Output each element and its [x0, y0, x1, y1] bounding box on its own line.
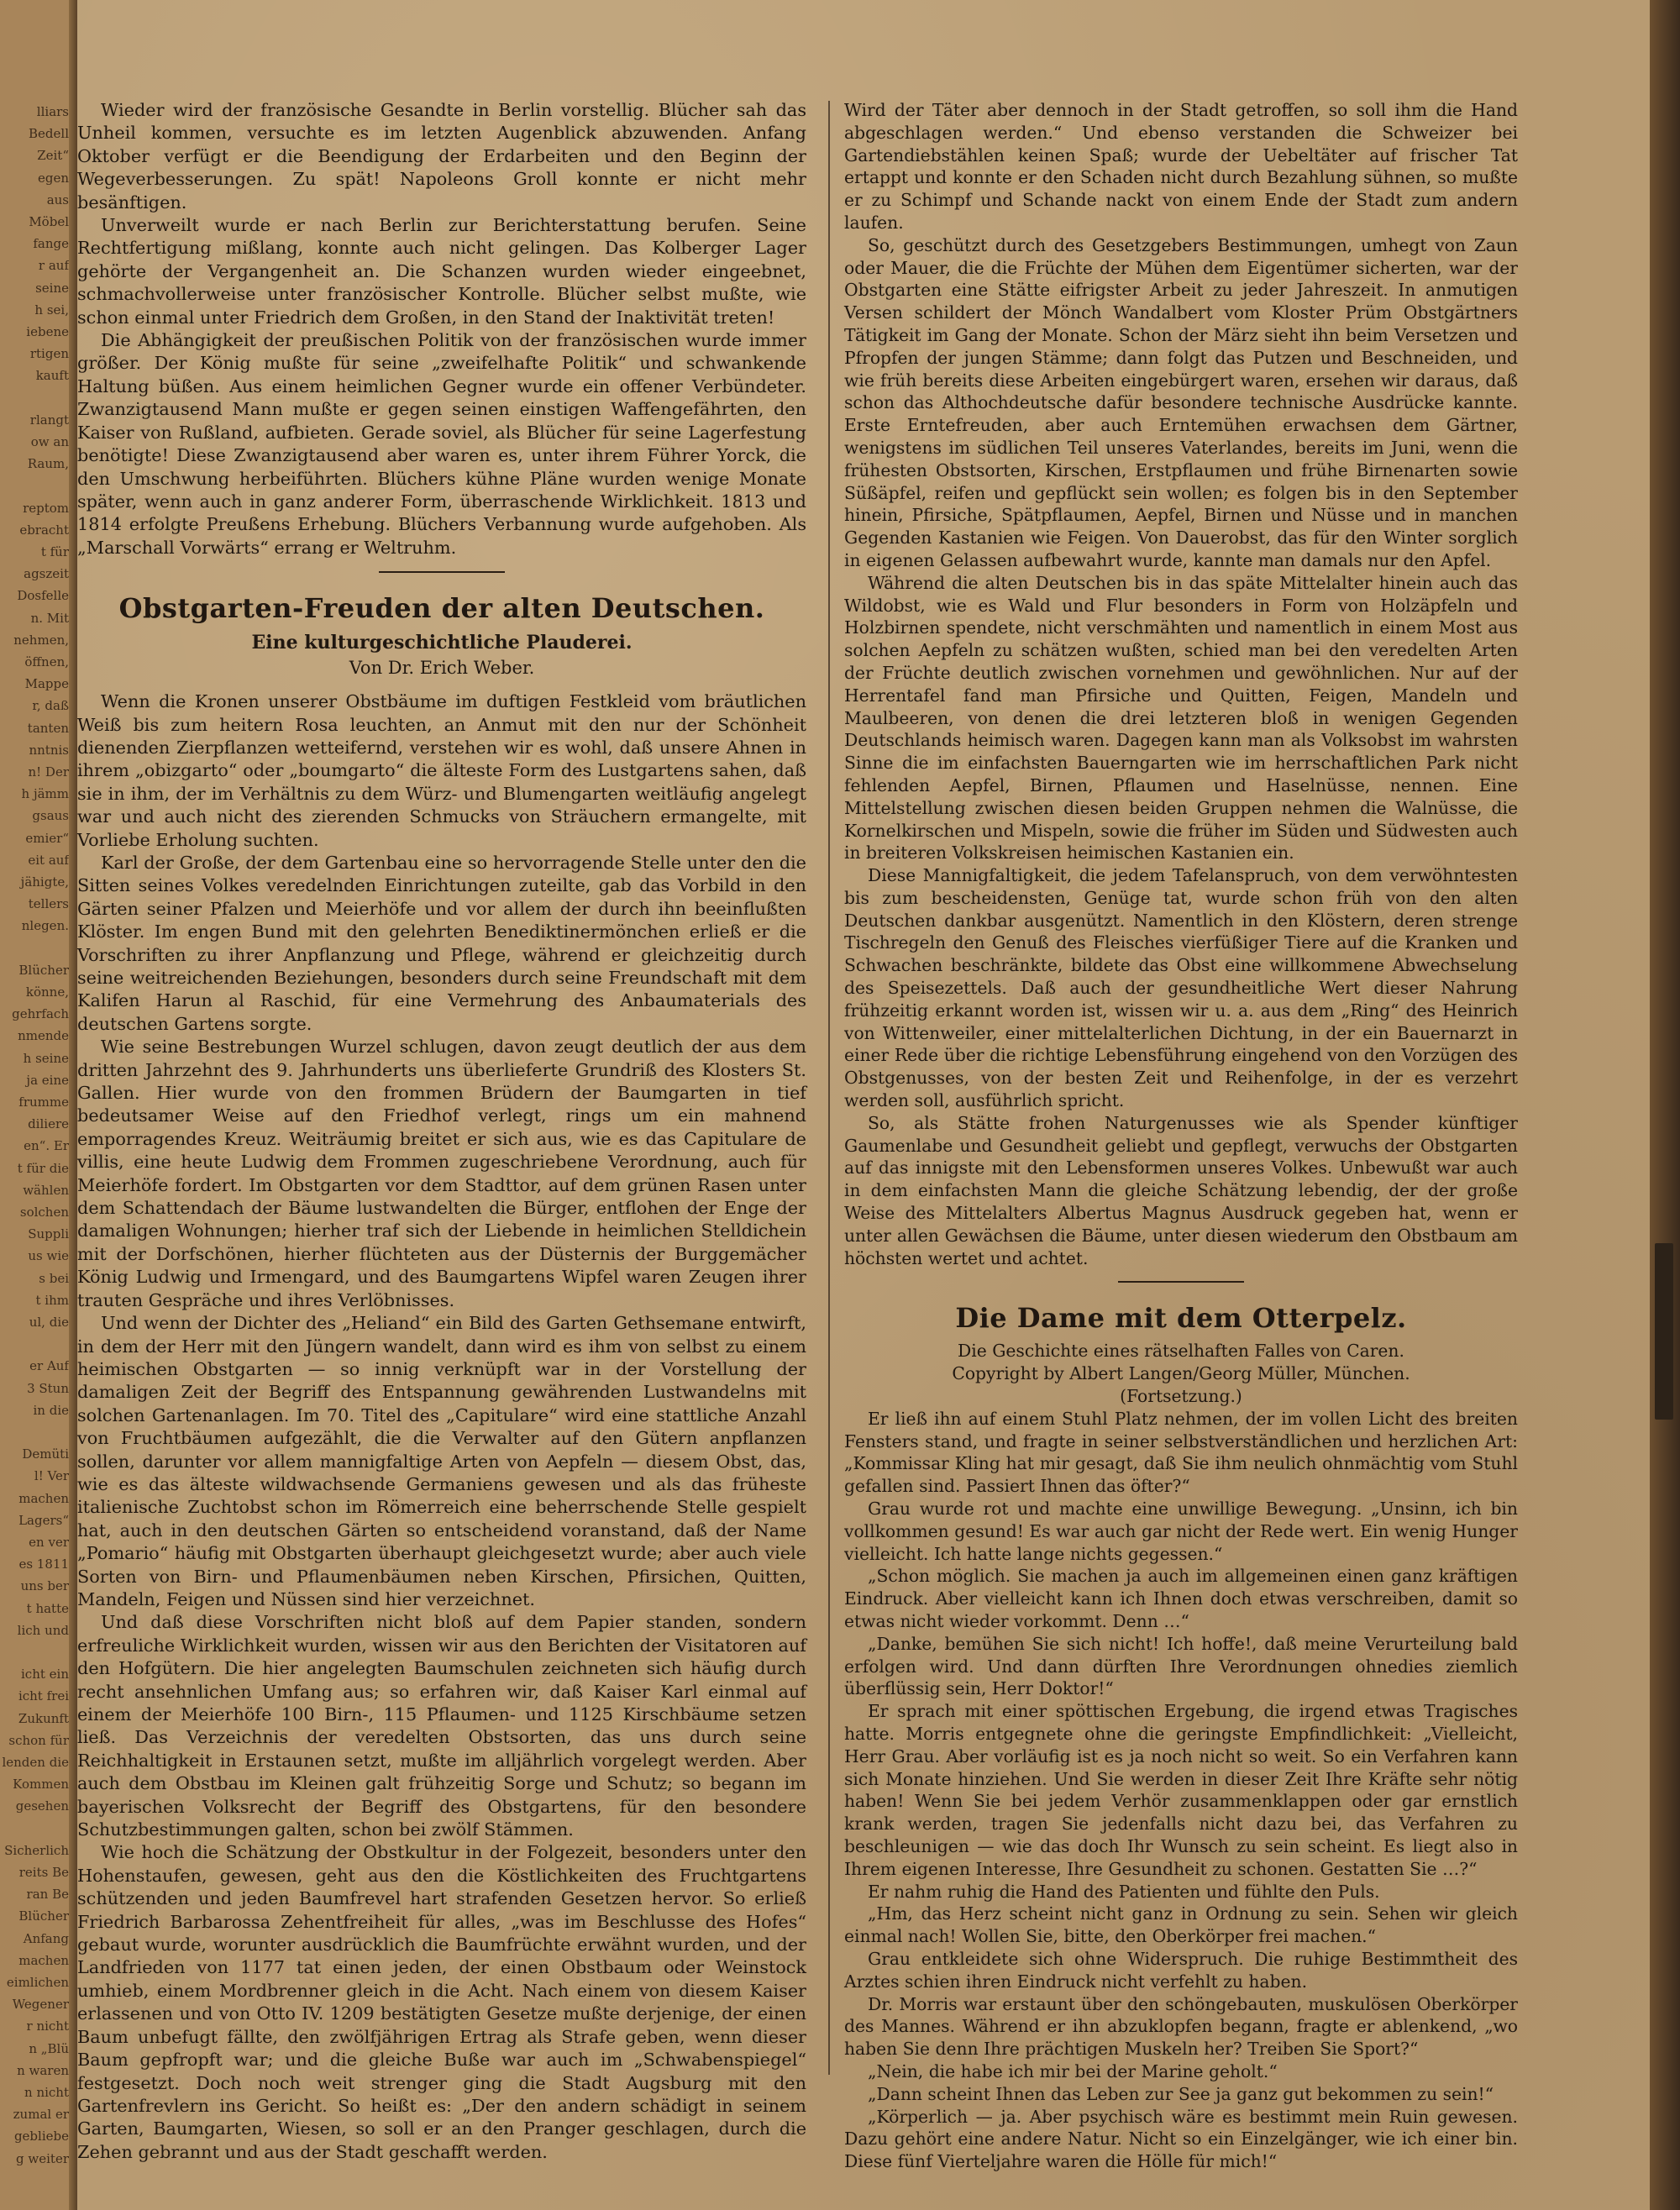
paragraph: Die Abhängigkeit der preußischen Politik von der französischen wurde immer größer. Der König mußte für seine „zweifelhafte Politik“ und schwankende Haltung büßen. Aus einem heimlichen Gegner wurde ein offener Verbündeter. Zwanzigtausend Mann mußte er gegen seinen einstigen Waffengefährten, den Kaiser von Rußland, aufbieten. Gerade soviel, als Blücher für seine Lagerfestung benötigte! Diese Zwanzigtausend aber waren es, unter ihrem Führer Yorck, die den Umschwung herbeiführten. Blüchers kühne Pläne wurden wenige Monate später, wenn auch in ganz anderer Form, überraschende Wirklichkeit. 1813 und 1814 erfolgte Preußens Erhebung. Blüchers Verbannung wurde aufgehoben. Als „Marschall Vorwärts“ errang er Weltruhm.: [77, 330, 806, 558]
paragraph: Karl der Große, der dem Gartenbau eine so hervorragende Stelle unter den die Sitten seines Volkes veredelnden Einrichtungen zuteilte, gab das Vorbild in den Gärten seiner Pfalzen und Meierhöfe und vor allem der durch ihn beeinflußten Klöster. Im engen Bund mit den gelehrten Benediktinermönchen erließ er die Vorschriften zu ihrer Anpflanzung und Pflege, während er gleichzeitig durch seine weitreichenden Beziehungen, besonders durch seine Freundschaft mit dem Kalifen Harun al Raschid, für eine Vermehrung des Anbaumaterials des deutschen Gartens sorgte.: [77, 852, 806, 1034]
strip-fragment: t für: [40, 544, 69, 559]
strip-fragment: lich und: [17, 1622, 69, 1638]
paragraph: Er sprach mit einer spöttischen Ergebung, die irgend etwas Tragisches hatte. Morris entgegnete ohne die geringste Empfindlichkeit: „Vielleicht, Herr Grau. Aber vorläufig ist es ja noch nicht so weit. So ein Verfahren kann sich Monate hinziehen. Und Sie werden in dieser Zeit Ihre Kräfte sehr nötig haben! Wenn Sie bei jedem Verhör zusammenklappen oder gar ernstlich krank werden, tragen Sie jedenfalls nicht dazu bei, das Verfahren zu beschleunigen — wie das doch Ihr Wunsch zu sein scheint. Es liegt also in Ihrem eigenen Interesse, Ihre Gesundheit zu schonen. Gestatten Sie …?“: [844, 1701, 1518, 1879]
strip-fragment: h jämm: [21, 786, 69, 802]
strip-fragment: Wegener: [12, 1997, 69, 2013]
strip-fragment: es 1811: [18, 1556, 69, 1572]
strip-fragment: Möbel: [29, 214, 69, 229]
strip-fragment: wählen: [23, 1182, 69, 1198]
strip-fragment: ul, die: [29, 1315, 69, 1330]
story-subheadline: Die Geschichte eines rätselhaften Falles von Caren.: [958, 1341, 1404, 1362]
strip-fragment: nmende: [18, 1028, 69, 1044]
story-continuation-note: (Fortsetzung.): [1120, 1386, 1242, 1407]
strip-fragment: seine: [35, 280, 69, 296]
paragraph: „Danke, bemühen Sie sich nicht! Ich hoffe!, daß meine Verurteilung bald erfolgen wird. Und dann dürften Ihre Verordnungen ohnedies ziemlich überflüssig sein, Herr Doktor!“: [844, 1633, 1518, 1699]
paragraph: „Schon möglich. Sie machen ja auch im allgemeinen einen ganz kräftigen Eindruck. Aber vielleicht kann ich Ihnen doch etwas verschreiben, damit so etwas nicht wieder vorkommt. Denn …“: [844, 1566, 1518, 1631]
strip-fragment: n „Blü: [29, 2040, 69, 2056]
strip-fragment: zumal er: [13, 2107, 69, 2123]
strip-fragment: n! Der: [28, 764, 69, 780]
strip-fragment: t ihm: [35, 1292, 69, 1308]
strip-fragment: machen: [18, 1490, 69, 1506]
paragraph: „Hm, das Herz scheint nicht ganz in Ordnung zu sein. Sehen wir gleich einmal nach! Wollen Sie, bitte, den Oberkörper frei machen.“: [844, 1903, 1518, 1947]
strip-fragment: Mappe: [24, 676, 69, 692]
paragraph: Wieder wird der französische Gesandte in Berlin vorstellig. Blücher sah das Unheil kommen, versuchte es im letzten Augenblick abzuwenden. Anfang Oktober verfügt er die Beendigung der Erdarbeiten und den Beginn der Wegeverbesserungen. Zu spät! Napoleons Groll konnte er nicht mehr besänftigen.: [77, 100, 806, 213]
strip-fragment: kauft: [35, 368, 69, 384]
strip-fragment: tanten: [27, 720, 69, 736]
strip-fragment: solchen: [19, 1205, 69, 1220]
strip-fragment: schon für: [8, 1732, 69, 1748]
paragraph: Wird der Täter aber dennoch in der Stadt getroffen, so soll ihm die Hand abgeschlagen werden.“ Und ebenso verstanden die Schweizer bei Gartendiebstählen keinen Spaß; wurde der Uebeltäter auf frischer Tat ertappt und konnte er den Schaden nicht durch Bezahlung sühnen, so mußte er zu Schimpf und Schande nackt von einem Ende der Stadt zum andern laufen.: [844, 100, 1518, 233]
strip-fragment: Zeit“: [37, 148, 69, 164]
strip-fragment: Bedell: [29, 126, 69, 142]
strip-fragment: fange: [33, 236, 69, 252]
strip-fragment: r nicht: [26, 2018, 69, 2034]
strip-fragment: diliere: [28, 1116, 69, 1132]
strip-fragment: r, daß: [32, 698, 69, 714]
left-column: [77, 99, 806, 2164]
strip-fragment: lliars: [36, 104, 69, 119]
strip-fragment: gehrfach: [12, 1006, 69, 1022]
strip-fragment: emier“: [25, 830, 69, 846]
paragraph: Er nahm ruhig die Hand des Patienten und fühlte den Puls.: [868, 1881, 1380, 1902]
strip-fragment: r auf: [38, 258, 69, 274]
strip-fragment: 3 Stun: [27, 1380, 69, 1396]
paragraph: Er ließ ihn auf einem Stuhl Platz nehmen, der im vollen Licht des breiten Fensters stand, und fragte in seiner selbstverständlichen und herzlichen Art: „Kommissar Kling hat mir gesagt, daß Sie ihm neulich ohnmächtig vom Stuhl gefallen sind. Passiert Ihnen das öfter?“: [844, 1408, 1518, 1497]
paragraph: „Dann scheint Ihnen das Leben zur See ja ganz gut bekommen zu sein!“: [868, 2083, 1494, 2104]
story-copyright: Copyright by Albert Langen/Georg Müller, München.: [952, 1363, 1410, 1384]
paragraph: Während die alten Deutschen bis in das späte Mittelalter hinein auch das Wildobst, wie es Wald und Flur besonders in Form von Holzäpfeln und Holzbirnen spendete, nicht verschmähten und namentlich in einem Most aus solchen Aepfeln zu schätzen wußten, schied man bei den veredelten Arten der Früchte deutlich zwischen vornehmen und gewöhnlichen. Nur auf der Herrentafel fand man Pfirsiche und Quitten, Feigen, Mandeln und Maulbeeren, von denen die drei letzteren bloß in wenigen Gegenden Deutschlands heimisch waren. Dagegen kann man als Volksobst im wahrsten Sinne die im einfachsten Bauerngarten wie im herrschaftlichen Park nicht fehlenden Aepfel, Birnen, Pflaumen und Haselnüsse, nennen. Eine Mittelstellung zwischen diesen beiden Gruppen nehmen die Walnüsse, die Kornelkirschen und Mispeln, sowie die früher im Süden und Südwesten auch in breiteren Volkskreisen heimischen Kastanien ein.: [844, 572, 1518, 864]
section-rule: [379, 571, 505, 573]
strip-fragment: en ver: [29, 1535, 69, 1550]
strip-fragment: machen: [18, 1952, 69, 1968]
strip-fragment: in die: [33, 1402, 69, 1418]
paragraph: Grau wurde rot und machte eine unwillige Bewegung. „Unsinn, ich bin vollkommen gesund! Es war auch gar nicht der Rede wert. Ein wenig Hunger vielleicht. Ich hatte lange nichts gegessen.“: [844, 1499, 1518, 1564]
strip-fragment: nehmen,: [13, 632, 69, 648]
paragraph: Dr. Morris war erstaunt über den schöngebauten, muskulösen Oberkörper des Mannes. Während er ihn abzuklopfen begann, fragte er ablenkend, „wo haben Sie denn Ihre prächtigen Muskeln her? Treiben Sie Sport?“: [844, 1993, 1518, 2060]
paragraph: Und wenn der Dichter des „Heliand“ ein Bild des Garten Gethsemane entwirft, in dem der Herr mit den Jüngern wandelt, dann wird es ihm von selbst zu einem heimischen Obstgarten — so innig verknüpft war in der Vorstellung der damaligen Zeit der Begriff des Entspannung gewährenden Lustwandelns mit solchen Gartenanlagen. Im 70. Titel des „Capitulare“ wird eine stattliche Anzahl von Fruchtbäumen aufgezählt, die die Verwalter auf den Gütern anpflanzen sollen, darunter vor allem mannigfaltige Arten von Aepfeln — diesem Obst, das, wie es das älteste wildwachsende Germaniens gewesen und als das früheste italienische Zuchtobst schon im Römerreich eine beherrschende Stelle gespielt hat, auch in den deutschen Gärten so entscheidend voranstand, daß der Name „Pomario“ häufig mit Obstgarten überhaupt gleichgesetzt wurde; aber auch viele Sorten von Birn- und Pflaumenbäumen neben Kirschen, Pfirsichen, Quitten, Mandeln, Feigen und Nüssen sind hier verzeichnet.: [77, 1313, 806, 1609]
strip-fragment: egen: [37, 170, 69, 186]
section-rule: [1118, 1281, 1244, 1283]
strip-fragment: reptom: [23, 500, 69, 516]
right-column: [844, 99, 1518, 2173]
strip-fragment: ow an: [30, 434, 69, 449]
paragraph: So, als Stätte frohen Naturgenusses wie als Spender künftiger Gaumenlabe und Gesundheit geliebt und gepflegt, verwuchs der Obstgarten auf das innigste mit den Lebensformen unseres Volkes. Unbewußt war auch in dem einfachsten Mann die gleiche Schätzung lebendig, der der große Weise des Mittelalters Albertus Magnus Ausdruck gegeben hat, wenn er unter allen Gewächsen die Bäume, unter diesen wiederum den Obstbaum am höchsten wertet und achtet.: [844, 1112, 1518, 1268]
strip-fragment: Anfang: [23, 1930, 69, 1946]
strip-fragment: gesehen: [15, 1798, 69, 1814]
strip-fragment: ebracht: [19, 522, 69, 538]
strip-fragment: n waren: [17, 2062, 69, 2078]
strip-fragment: nlegen.: [21, 918, 69, 934]
strip-fragment: t für die: [17, 1160, 69, 1176]
strip-fragment: rlangt: [29, 412, 69, 428]
strip-fragment: rtigen: [29, 346, 69, 362]
strip-fragment: s bei: [39, 1270, 69, 1286]
adjacent-page-strip: [0, 0, 77, 2210]
strip-fragment: en“. Er: [24, 1138, 69, 1154]
strip-fragment: Blücher: [18, 962, 69, 978]
strip-fragment: gebliebe: [13, 2129, 69, 2144]
article-headline: Obstgarten-Freuden der alten Deutschen.: [118, 592, 765, 625]
strip-fragment: Blücher: [18, 1908, 69, 1924]
strip-fragment: öffnen,: [24, 654, 69, 669]
strip-fragment: us wie: [28, 1248, 69, 1264]
column-divider: [828, 101, 830, 2075]
strip-fragment: er Auf: [29, 1358, 69, 1374]
article-subheadline: Eine kulturgeschichtliche Plauderei.: [251, 632, 633, 654]
strip-fragment: Zukunft: [18, 1710, 69, 1726]
strip-fragment: l! Ver: [34, 1468, 69, 1484]
strip-fragment: t hatte: [26, 1600, 69, 1616]
strip-fragment: icht ein: [21, 1667, 69, 1682]
strip-fragment: jähigte,: [20, 874, 69, 890]
strip-fragment: agszeit: [24, 566, 69, 582]
strip-fragment: Raum,: [27, 456, 69, 472]
paragraph: „Körperlich — ja. Aber psychisch wäre es bestimmt mein Ruin gewesen. Dazu gehört eine andere Natur. Nicht so ein Einzelgänger, wie ich einer bin. Diese fünf Vierteljahre waren die Hölle für mich!“: [844, 2106, 1518, 2172]
strip-fragment: nntnis: [29, 742, 69, 758]
paragraph: Diese Mannigfaltigkeit, die jedem Tafelanspruch, von dem verwöhntesten bis zum bescheidensten, Genüge tat, wurde schon früh von den alten Deutschen dankbar ausgenützt. Namentlich in den Klöstern, deren strenge Tischregeln den Genuß des Fleisches vierfüßiger Tiere auf die Kranken und Schwachen beschränkte, bildete das Obst eine willkommene Abwechselung des Speisezettels. Daß auch der gesundheitliche Wert dieser Nahrung frühzeitig erkannt worden ist, wissen wir u. a. aus dem „Ring“ des Heinrich von Wittenweiler, einer mittelalterlichen Dichtung, in der ein Bauernarzt in einer Rede über die richtige Lebensführung eingehend von den Vorzügen des Obstgenusses, von der besten Zeit und Reihenfolge, in der es verzehrt werden soll, ausführlich spricht.: [844, 865, 1518, 1111]
strip-fragment: könne,: [25, 984, 69, 1000]
paragraph: Wenn die Kronen unserer Obstbäume im duftigen Festkleid vom bräutlichen Weiß bis zum heitern Rosa leuchten, an Anmut mit den nur der Schönheit dienenden Zierpflanzen wetteifernd, verstehen wir es wohl, daß unsere Ahnen in ihrem „obizgarto“ oder „boumgarto“ die älteste Form des Lustgartens sahen, daß sie in ihm, der im Verhältnis zu dem Würz- und Blumengarten weitläufig angelegt war und auch nicht des zierenden Schmucks von Sträuchern ermangelte, mit Vorliebe Erholung suchten.: [77, 691, 806, 850]
paragraph: „Nein, die habe ich mir bei der Marine geholt.“: [868, 2060, 1278, 2081]
story-headline: Die Dame mit dem Otterpelz.: [955, 1302, 1407, 1335]
strip-fragment: n nicht: [24, 2085, 69, 2100]
strip-fragment: lenden die: [2, 1755, 69, 1770]
paragraph: Wie hoch die Schätzung der Obstkultur in der Folgezeit, besonders unter den Hohenstaufen, gewesen, geht aus den die Köstlichkeiten des Fruchtgartens schützenden und jeden Baumfrevel hart strafenden Gesetzen hervor. So erließ Friedrich Barbarossa Zehentfreiheit für alles, „was im Beschlusse des Hofes“ gebaut wurde, worunter ausdrücklich die Baumfrüchte erwähnt wurden, und der Landfrieden von 1177 tat einen jeden, der einen Obstbaum oder Weinstock umhieb, einem Mordbrenner gleich in die Acht. Nach einem von diesem Kaiser erlassenen und von Otto IV. 1209 bestätigten Gesetze mußte derjenige, der einen Baum unbefugt fällte, den zwölfjährigen Ertrag als Strafe geben, wenn dieser Baum gepfropft war; und die gleiche Buße war auch im „Schwabenspiegel“ festgesetzt. Doch noch weit strenger ging die Stadt Augsburg mit den Gartenfrevlern ins Gericht. So heißt es: „Der den andern schädigt in seinem Garten, Baumgarten, Wiesen, so soll er an den Pranger geschlagen, durch die Zehen gebrannt und aus der Stadt geschafft werden.: [77, 1842, 806, 2162]
strip-fragment: h sei,: [34, 302, 69, 318]
strip-fragment: h seine: [23, 1050, 69, 1066]
strip-fragment: g weiter: [16, 2150, 69, 2166]
strip-fragment: gsaus: [32, 808, 69, 824]
strip-fragment: tellers: [28, 896, 69, 912]
binding-shadow: [69, 0, 77, 2210]
binding-tab: [1655, 1243, 1673, 1420]
strip-fragment: frumme: [18, 1095, 69, 1110]
strip-fragment: aus: [46, 192, 69, 207]
article-byline: Von Dr. Erich Weber.: [349, 658, 535, 679]
paragraph: Grau entkleidete sich ohne Widerspruch. Die ruhige Bestimmtheit des Arztes schien ihren Eindruck nicht verfehlt zu haben.: [844, 1948, 1518, 1992]
strip-fragment: uns ber: [20, 1578, 69, 1594]
paragraph: So, geschützt durch des Gesetzgebers Bestimmungen, umhegt von Zaun oder Mauer, die die Früchte der Mühen dem Eigentümer sicherten, war der Obstgarten eine Stätte eifrigster Arbeit zu jeder Jahreszeit. In anmutigen Versen schildert der Mönch Wandalbert vom Kloster Prüm Obstgärtners Tätigkeit im Gang der Monate. Schon der März sieht ihn beim Versetzen und Pfropfen der jungen Stämme; dann folgt das Putzen und Beschneiden, und wie früh bereits diese Arbeiten eingebürgert waren, ersehen wir daraus, daß schon das Althochdeutsche dafür besondere technische Ausdrücke kannte. Erste Erntefreuden, aber auch Erntemühen erwachsen dem Gärtner, wenigstens im südlichen Teil unseres Vaterlandes, bereits im Juni, wenn die frühesten Obstsorten, Kirschen, Erstpflaumen und frühe Birnenarten sowie Süßäpfel, reifen und gepflückt sein wollen; es folgen bis in den September hinein, Pfirsiche, Spätpflaumen, Aepfel, Birnen und Nüsse und in manchen Gegenden Kastanien wie Feigen. Von Dauerobst, das für den Winter sorglich in eigenen Gelassen aufbewahrt wurde, kannte man damals nur den Apfel.: [844, 234, 1518, 570]
paragraph: Und daß diese Vorschriften nicht bloß auf dem Papier standen, sondern erfreuliche Wirklichkeit wurden, wissen wir aus den Berichten der Visitatoren auf den Hofgütern. Die hier angelegten Baumschulen zeichneten sich häufig durch recht ansehnlichen Umfang aus; so erfahren wir, daß Kaiser Karl einmal auf einem der Meierhöfe 100 Birn-, 115 Pflaumen- und 1125 Kirschbäume setzen ließ. Das Verzeichnis der veredelten Obstsorten, das uns durch seine Reichhaltigkeit in Erstaunen setzt, mußte im alljährlich vorgelegt werden. Aber auch dem Obstbau im Kleinen galt frühzeitig Sorge und Schutz; so begann im bayerischen Volksrecht der Begriff des Obstgartens, für den besondere Schutzbestimmungen galten, schon bei zwölf Stämmen.: [77, 1612, 806, 1840]
strip-fragment: icht frei: [18, 1688, 69, 1704]
strip-fragment: n. Mit: [30, 610, 69, 626]
paragraph: Wie seine Bestrebungen Wurzel schlugen, davon zeugt deutlich der aus dem dritten Jahrzehnt des 9. Jahrhunderts uns überlieferte Grundriß des Klosters St. Gallen. Hier wurde von den frommen Brüdern der Baumgarten in tief bedeutsamer Weise auf den Friedhof verlegt, rings um ein mahnend emporragendes Kreuz. Weiträumig breitet er sich aus, wie es das Capitulare de villis, eine heute Ludwig dem Frommen zugeschriebene Verordnung, auch für Meierhöfe fordert. Im Obstgarten vor dem Stadttor, auf dem grünen Rasen unter dem Schattendach der Bäume lustwandelten die Bürger, entflohen der Enge der damaligen Wohnungen; hierher traf sich der Liebende in heimlichen Stelldichein mit der Dorfschönen, hierher flüchteten aus der Düsternis der Burggemächer König Ludwig und Irmengard, und des Baumgartens Wipfel waren Zeugen ihrer trauten Gespräche und ihres Verlöbnisses.: [77, 1037, 806, 1310]
strip-fragment: Demüti: [22, 1446, 69, 1462]
strip-fragment: iebene: [26, 324, 69, 339]
strip-fragment: Sicherlich: [4, 1842, 69, 1858]
paragraph: Unverweilt wurde er nach Berlin zur Berichterstattung berufen. Seine Rechtfertigung mißlang, konnte auch nicht gelingen. Das Kolberger Lager gehörte der Vergangenheit an. Die Schanzen wurden wieder eingeebnet, schmachvollerweise unter französischer Kontrolle. Blücher selbst mußte, wie schon einmal unter Friedrich dem Großen, in den Stand der Inaktivität treten!: [77, 215, 806, 328]
strip-fragment: eit auf: [28, 852, 69, 868]
strip-fragment: Suppli: [28, 1226, 69, 1242]
strip-fragment: ja eine: [26, 1072, 69, 1088]
strip-fragment: Dosfelle: [17, 588, 69, 604]
strip-fragment: ran Be: [26, 1887, 69, 1903]
strip-fragment: Lagers“: [18, 1512, 69, 1528]
strip-fragment: reits Be: [18, 1865, 69, 1880]
page-edge: [1650, 0, 1680, 2210]
strip-fragment: eimlichen: [6, 1975, 69, 1990]
strip-fragment: Kommen: [13, 1777, 69, 1793]
